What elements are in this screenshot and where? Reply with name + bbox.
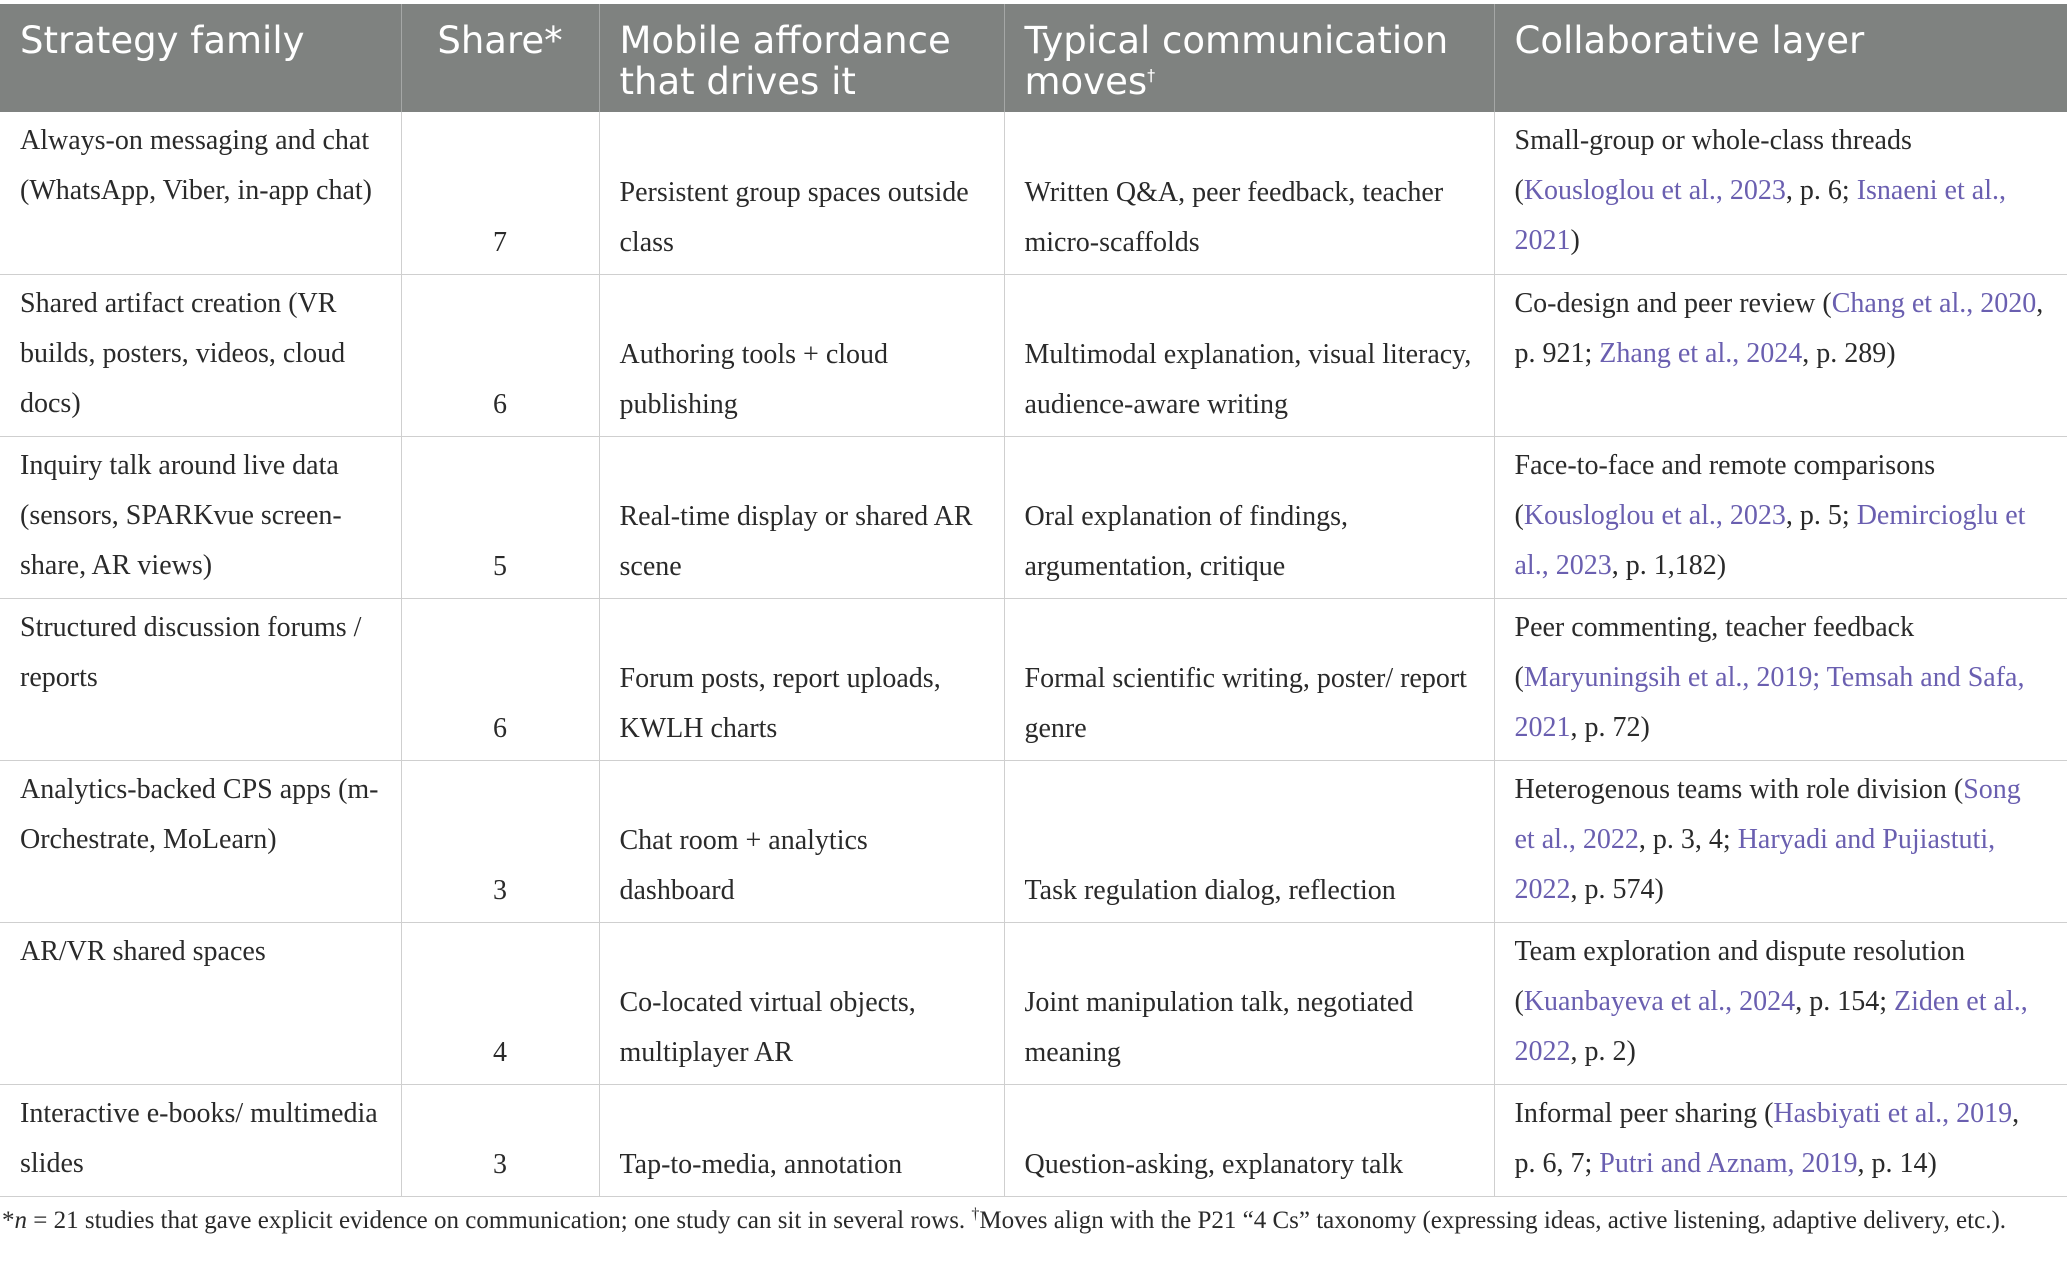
citation-page: , p. 154; bbox=[1795, 985, 1894, 1017]
citation-page: , p. 1,182) bbox=[1611, 549, 1727, 581]
citation-link[interactable]: Zhang et al., 2024 bbox=[1599, 337, 1803, 369]
cell-mobile-affordance: Tap-to-media, annotation bbox=[599, 1084, 1004, 1196]
citation-page: , p. 5; bbox=[1785, 499, 1857, 531]
cell-strategy-family: Always-on messaging and chat (WhatsApp, Viber, in-app chat) bbox=[0, 112, 401, 274]
table-row bbox=[0, 922, 2067, 1084]
cell-communication-moves: Joint manipulation talk, negotiated meaning bbox=[1004, 922, 1494, 1084]
header-mobile-affordance: Mobile affordance that drives it bbox=[599, 4, 1004, 112]
cell-strategy-family: Shared artifact creation (VR builds, posters, videos, cloud docs) bbox=[0, 274, 401, 436]
cell-communication-moves: Formal scientific writing, poster/ report genre bbox=[1004, 598, 1494, 760]
table-header-row bbox=[0, 4, 2067, 112]
cell-collaborative-layer bbox=[1494, 922, 2067, 1084]
table-row bbox=[0, 1084, 2067, 1196]
table-row bbox=[0, 598, 2067, 760]
cell-mobile-affordance: Co-located virtual objects, multiplayer AR bbox=[599, 922, 1004, 1084]
citation-page: , p. 3, 4; bbox=[1638, 823, 1738, 855]
cell-strategy-family: Inquiry talk around live data (sensors, SPARKvue screen-share, AR views) bbox=[0, 436, 401, 598]
cell-communication-moves: Multimodal explanation, visual literacy, audience-aware writing bbox=[1004, 274, 1494, 436]
citation-page: , p. 921; bbox=[1514, 287, 2044, 369]
cell-strategy-family: Analytics-backed CPS apps (m-Orchestrate, MoLearn) bbox=[0, 760, 401, 922]
citation-page: , p. 14) bbox=[1857, 1147, 1937, 1179]
table-footnote: *n = 21 studies that gave explicit evidence on communication; one study can sit in several rows. †Moves align with the P21 “4 Cs” taxonomy (expressing ideas, active listening, adaptive delivery, etc.). bbox=[2, 1205, 2007, 1234]
cell-share: 6 bbox=[401, 274, 599, 436]
citation-link[interactable]: Haryadi and Pujiastuti, 2022 bbox=[1514, 823, 1996, 905]
cell-collaborative-layer bbox=[1494, 1084, 2067, 1196]
cell-share: 5 bbox=[401, 436, 599, 598]
layer-text: Heterogenous teams with role division ( bbox=[1514, 773, 1964, 805]
cell-collaborative-layer bbox=[1494, 598, 2067, 760]
layer-text: Small-group or whole-class threads ( bbox=[1514, 125, 1912, 206]
table-row bbox=[0, 274, 2067, 436]
cell-collaborative-layer bbox=[1494, 112, 2067, 274]
cell-mobile-affordance: Authoring tools + cloud publishing bbox=[599, 274, 1004, 436]
cell-mobile-affordance: Forum posts, report uploads, KWLH charts bbox=[599, 598, 1004, 760]
cell-share: 7 bbox=[401, 112, 599, 274]
citation-page: , p. 2) bbox=[1570, 1035, 1636, 1067]
citation-link[interactable]: Maryuningsih et al., 2019; Temsah and Safa, 2021 bbox=[1514, 661, 2025, 743]
cell-communication-moves: Written Q&A, peer feedback, teacher micro-scaffolds bbox=[1004, 112, 1494, 274]
cell-mobile-affordance: Persistent group spaces outside class bbox=[599, 112, 1004, 274]
cell-communication-moves: Question-asking, explanatory talk bbox=[1004, 1084, 1494, 1196]
citation-link[interactable]: Song et al., 2022 bbox=[1514, 773, 2021, 855]
cell-communication-moves: Oral explanation of findings, argumentation, critique bbox=[1004, 436, 1494, 598]
cell-share: 3 bbox=[401, 1084, 599, 1196]
cell-collaborative-layer bbox=[1494, 760, 2067, 922]
citation-link[interactable]: Kuanbayeva et al., 2024 bbox=[1523, 985, 1796, 1017]
cell-share: 3 bbox=[401, 760, 599, 922]
table-row bbox=[0, 436, 2067, 598]
citation-page: , p. 6; bbox=[1785, 175, 1857, 206]
citation-link[interactable]: Chang et al., 2020 bbox=[1831, 287, 2037, 319]
citation-link[interactable]: Demircioglu et al., 2023 bbox=[1514, 499, 2026, 581]
layer-text: Peer commenting, teacher feedback ( bbox=[1514, 611, 1915, 693]
header-share: Share* bbox=[401, 4, 599, 112]
citation-page: , p. 6, 7; bbox=[1514, 1097, 2020, 1179]
citation-page: , p. 289) bbox=[1802, 337, 1896, 369]
citation-link[interactable]: Kousloglou et al., 2023 bbox=[1523, 175, 1786, 206]
citation-page: ) bbox=[1570, 225, 1580, 256]
layer-text: Informal peer sharing ( bbox=[1514, 1097, 1774, 1129]
citation-page: , p. 72) bbox=[1570, 711, 1650, 743]
citation-link[interactable]: Putri and Aznam, 2019 bbox=[1599, 1147, 1858, 1179]
cell-communication-moves: Task regulation dialog, reflection bbox=[1004, 760, 1494, 922]
cell-collaborative-layer bbox=[1494, 274, 2067, 436]
citation-link[interactable]: Hasbiyati et al., 2019 bbox=[1773, 1097, 2013, 1129]
cell-strategy-family: AR/VR shared spaces bbox=[0, 922, 401, 1084]
cell-mobile-affordance: Real-time display or shared AR scene bbox=[599, 436, 1004, 598]
citation-page: , p. 574) bbox=[1570, 873, 1664, 905]
cell-share: 6 bbox=[401, 598, 599, 760]
table-row bbox=[0, 112, 2067, 274]
layer-text: Team exploration and dispute resolution ( bbox=[1514, 935, 1966, 1017]
header-collaborative-layer: Collaborative layer bbox=[1494, 4, 2067, 112]
layer-text: Face-to-face and remote comparisons ( bbox=[1514, 449, 1936, 531]
cell-mobile-affordance: Chat room + analytics dashboard bbox=[599, 760, 1004, 922]
header-strategy-family: Strategy family bbox=[0, 4, 401, 112]
citation-link[interactable]: Kousloglou et al., 2023 bbox=[1523, 499, 1786, 531]
cell-strategy-family: Structured discussion forums / reports bbox=[0, 598, 401, 760]
table-row bbox=[0, 760, 2067, 922]
cell-strategy-family: Interactive e-books/ multimedia slides bbox=[0, 1084, 401, 1196]
strategy-table bbox=[0, 4, 2067, 1197]
citation-link[interactable]: Ziden et al., 2022 bbox=[1514, 985, 2028, 1067]
citation-link[interactable]: Isnaeni et al., 2021 bbox=[1514, 175, 2006, 256]
cell-collaborative-layer bbox=[1494, 436, 2067, 598]
layer-text: Co-design and peer review ( bbox=[1514, 287, 1832, 319]
header-communication-moves: Typical communication moves† bbox=[1004, 4, 1494, 112]
cell-share: 4 bbox=[401, 922, 599, 1084]
